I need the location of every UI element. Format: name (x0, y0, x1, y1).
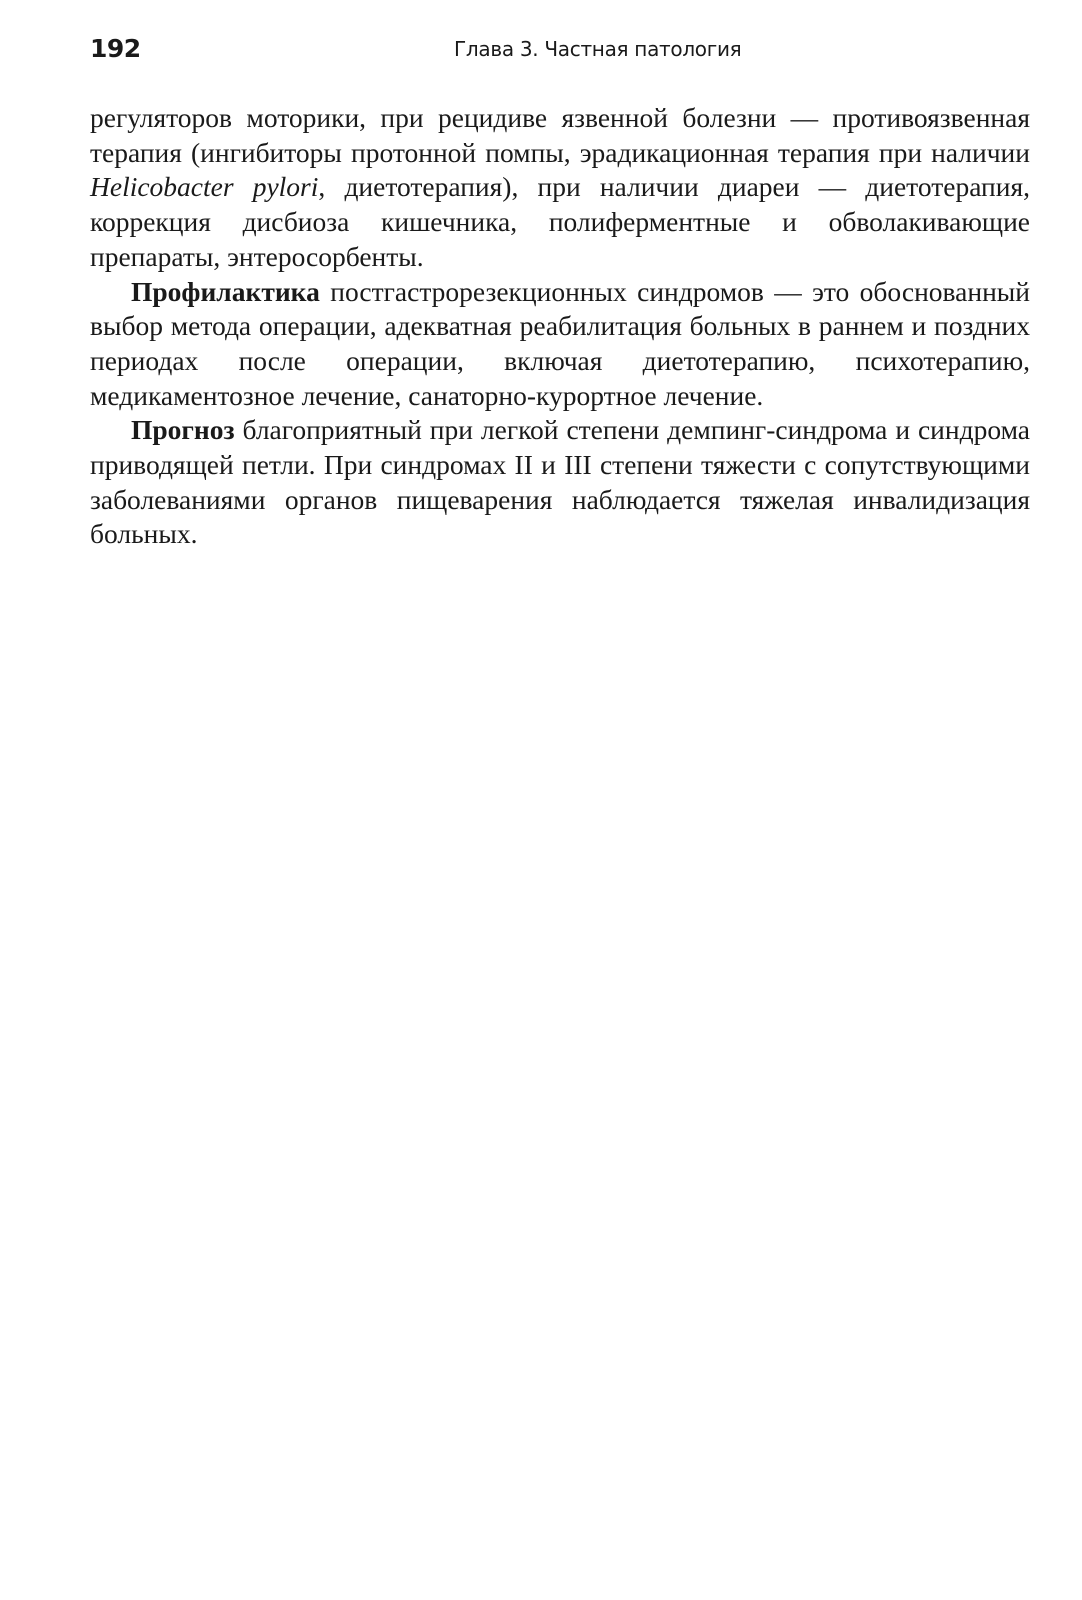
paragraph-text: благоприятный при легкой степени демпинг-синдрома и синдрома приводящей петли. При синдромах II и III степени тяжести с сопутствующими заболеваниями органов пищеварения наблюдается тяжелая инвалидизация больных. (90, 414, 1030, 550)
bold-term: Прогноз (131, 414, 235, 446)
running-head (90, 32, 1030, 72)
paragraph-text: , диетотерапия), при наличии диареи — диетотерапия, коррекция дисбиоза кишечника, полиферментные и обволакивающие препараты, энтеросорбенты. (90, 171, 1030, 272)
paragraph-text: регуляторов моторики, при рецидиве язвенной болезни — противоязвенная терапия (ингибиторы протонной помпы, эрадикационная терапия при наличии (90, 102, 1030, 168)
paragraph-prevention (90, 275, 1030, 414)
page-number: 192 (90, 34, 141, 63)
paragraph-text: постгастрорезекционных синдромов — это обоснованный выбор метода операции, адекватная реабилитация больных в раннем и поздних периодах после операции, включая диетотерапию, психотерапию, медикаментозное лечение, санаторно-курортное лечение. (90, 275, 1030, 411)
paragraph-continuation (90, 101, 1030, 275)
paragraph-prognosis (90, 413, 1030, 552)
bold-term: Профилактика (131, 275, 320, 307)
latin-term: Helicobacter pylori (90, 171, 319, 203)
chapter-title: Глава 3. Частная патология (454, 37, 742, 61)
body-text (90, 101, 1030, 552)
